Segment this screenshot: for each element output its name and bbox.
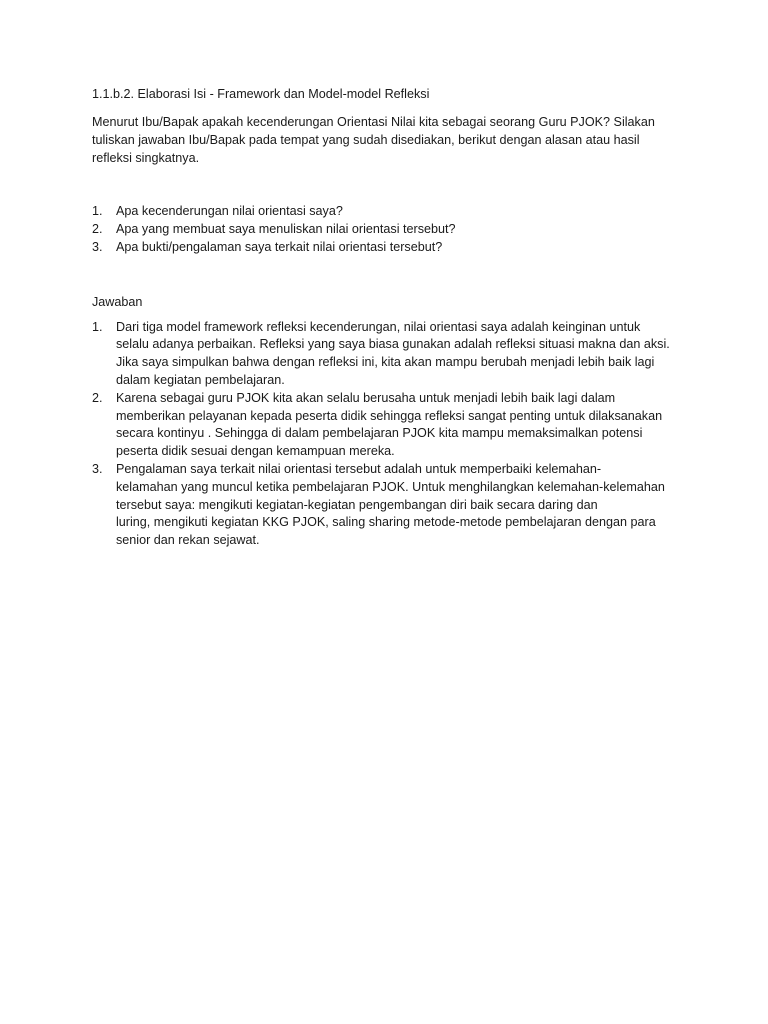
question-list <box>92 203 682 256</box>
answer-line: memberikan pelayanan kepada peserta didik sehingga refleksi sangat penting untuk dilaksanakan <box>116 408 663 423</box>
answer-line: tersebut saya: mengikuti kegiatan-kegiatan pengembangan diri baik secara daring dan <box>116 497 598 512</box>
answer-line: secara kontinyu . Sehingga di dalam pembelajaran PJOK kita mampu memaksimalkan potensi <box>116 426 643 441</box>
answer-line: Pengalaman saya terkait nilai orientasi tersebut adalah untuk memperbaiki kelemahan- <box>116 461 602 476</box>
answers-label: Jawaban <box>92 294 143 309</box>
question-text: Apa yang membuat saya menuliskan nilai orientasi tersebut? <box>116 222 456 237</box>
question-text: Apa kecenderungan nilai orientasi saya? <box>116 204 343 219</box>
answer-item <box>92 390 682 461</box>
question-item <box>92 239 682 257</box>
answer-item <box>92 319 682 390</box>
document-content <box>92 86 682 550</box>
answer-number: 3. <box>92 461 103 476</box>
intro-line: Menurut Ibu/Bapak apakah kecenderungan Orientasi Nilai kita sebagai seorang Guru PJOK? Silakan <box>92 115 655 129</box>
question-text: Apa bukti/pengalaman saya terkait nilai orientasi tersebut? <box>116 239 443 254</box>
answer-line: peserta didik sesuai dengan kemampuan mereka. <box>116 444 395 459</box>
question-number: 1. <box>92 204 103 219</box>
intro-line: tuliskan jawaban Ibu/Bapak pada tempat yang sudah disediakan, berikut dengan alasan atau hasil <box>92 132 640 147</box>
answer-line: selalu adanya perbaikan. Refleksi yang saya biasa gunakan adalah refleksi situasi makna dan aksi. <box>116 337 670 352</box>
question-item <box>92 203 682 221</box>
answer-line: Dari tiga model framework refleksi kecenderungan, nilai orientasi saya adalah keinginan untuk <box>116 319 641 334</box>
answer-line: Jika saya simpulkan bahwa dengan refleksi ini, kita akan mampu berubah menjadi lebih baik lagi <box>116 355 655 370</box>
answer-line: senior dan rekan sejawat. <box>116 533 260 548</box>
answer-list <box>92 319 682 550</box>
answer-line: kelamahan yang muncul ketika pembelajaran PJOK. Untuk menghilangkan kelemahan-kelemahan <box>116 479 665 494</box>
question-number: 2. <box>92 222 103 237</box>
answer-number: 1. <box>92 319 103 334</box>
answer-line: luring, mengikuti kegiatan KKG PJOK, saling sharing metode-metode pembelajaran dengan para <box>116 515 656 530</box>
question-number: 3. <box>92 239 103 254</box>
answer-item <box>92 461 682 550</box>
answer-line: Karena sebagai guru PJOK kita akan selalu berusaha untuk menjadi lebih baik lagi dalam <box>116 390 616 405</box>
question-item <box>92 221 682 239</box>
intro-line: refleksi singkatnya. <box>92 150 200 165</box>
answer-number: 2. <box>92 390 103 405</box>
section-heading: 1.1.b.2. Elaborasi Isi - Framework dan Model-model Refleksi <box>92 87 430 101</box>
intro-paragraph <box>92 114 682 167</box>
answer-line: dalam kegiatan pembelajaran. <box>116 372 285 387</box>
